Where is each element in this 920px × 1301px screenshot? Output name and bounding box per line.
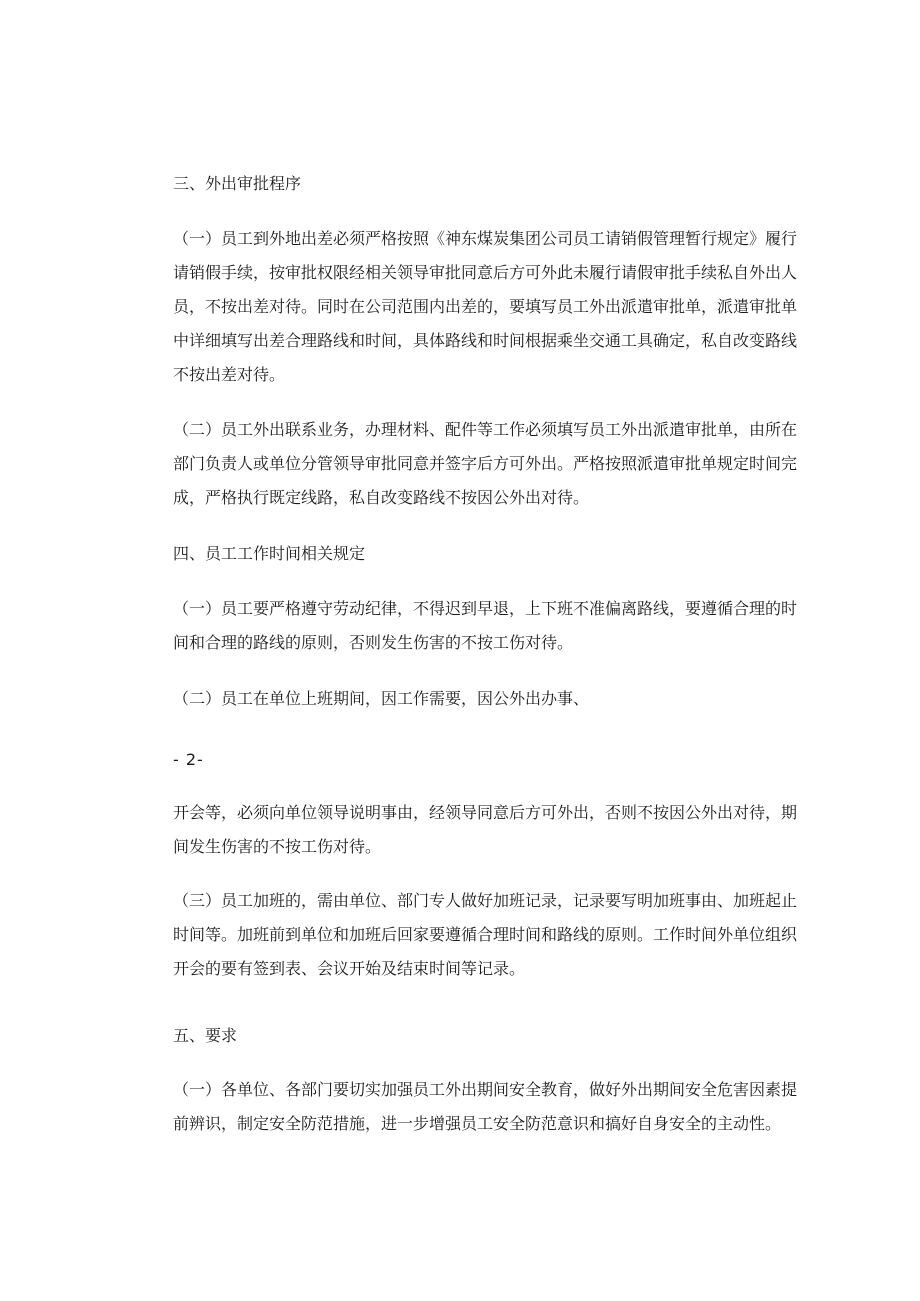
paragraph-4-2: （二）员工在单位上班期间，因工作需要，因公外出办事、 [173,689,590,708]
paragraph-3-1: （一）员工到外地出差必须严格按照《神东煤炭集团公司员工请销假管理暂行规定》履行请销假手续，按审批权限经相关领导审批同意后方可外此未履行请假审批手续私自外出人员，不按出差对待。同时在公司范围内出差的，要填写员工外出派遣审批单，派遣审批单中详细填写出差合理路线和时间，具体路线和时间根据乘坐交通工具确定，私自改变路线不按出差对待。 [173,229,798,384]
paragraph-3-2: （二）员工外出联系业务，办理材料、配件等工作必须填写员工外出派遣审批单，由所在部门负责人或单位分管领导审批同意并签字后方可外出。严格按照派遣审批单规定时间完成，严格执行既定线路，私自改变路线不按因公外出对待。 [173,420,798,507]
section-heading-4: 四、员工工作时间相关规定 [173,544,366,563]
paragraph-5-1: （一）各单位、各部门要切实加强员工外出期间安全教育，做好外出期间安全危害因素提前辨识，制定安全防范措施，进一步增强员工安全防范意识和搞好自身安全的主动性。 [173,1080,798,1133]
section-heading-3: 三、外出审批程序 [173,174,302,193]
paragraph-4-3: （三）员工加班的，需由单位、部门专人做好加班记录，记录要写明加班事由、加班起止时间等。加班前到单位和加班后回家要遵循合理时间和路线的原则。工作时间外单位组织开会的要有签到表、会议开始及结束时间等记录。 [173,891,798,978]
section-heading-5: 五、要求 [173,1026,238,1045]
paragraph-continuation: 开会等，必须向单位领导说明事由，经领导同意后方可外出，否则不按因公外出对待，期间发生伤害的不按工伤对待。 [173,803,798,856]
paragraph-4-1: （一）员工要严格遵守劳动纪律，不得迟到早退，上下班不准偏离路线，要遵循合理的时间和合理的路线的原则，否则发生伤害的不按工伤对待。 [173,599,798,652]
page-number: - 2- [173,750,204,769]
